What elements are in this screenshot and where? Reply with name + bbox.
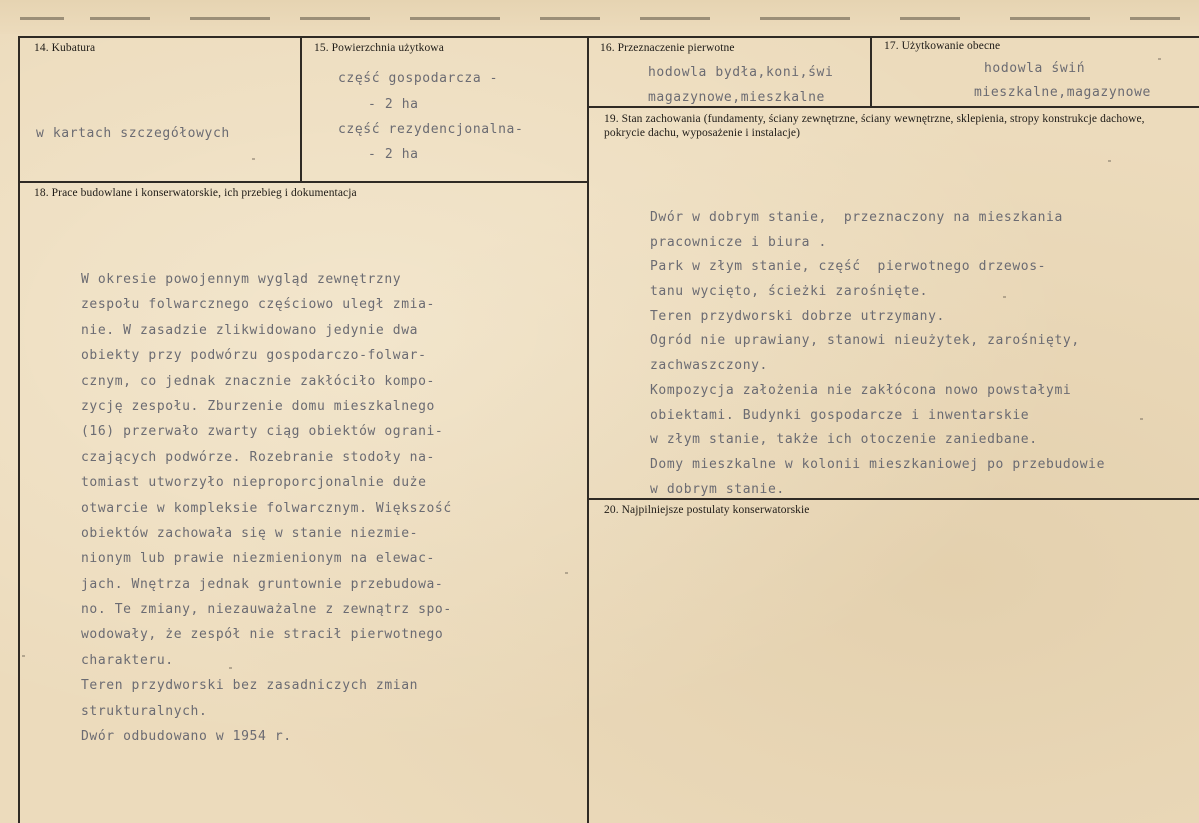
field-19-label: 19. Stan zachowania (fundamenty, ściany zewnętrzne, ściany wewnętrzne, sklepienia, stropy konstrukcje dachowe, pokrycie dachu, wyposażenie i instalacje): [604, 113, 1145, 139]
border-mark: [640, 17, 710, 20]
field-19-line: Park w złym stanie, część pierwotnego drzewos-: [650, 259, 1047, 275]
form-rule: [18, 181, 587, 183]
field-19-line: w dobrym stanie.: [650, 481, 785, 497]
form-rule: [587, 36, 589, 823]
border-mark: [1130, 17, 1180, 20]
border-mark: [760, 17, 850, 20]
field-18-line: Dwór odbudowano w 1954 r.: [81, 729, 292, 745]
field-18-line: zespołu folwarcznego częściowo uległ zmia-: [81, 297, 435, 313]
border-mark: [190, 17, 270, 20]
field-19-line: Teren przydworski dobrze utrzymany.: [650, 308, 945, 324]
field-19-line: Ogród nie uprawiany, stanowi nieużytek, zarośnięty,: [650, 333, 1080, 349]
field-18-line: obiektów zachowała się w stanie niezmie-: [81, 525, 419, 541]
field-18-line: no. Te zmiany, niezauważalne z zewnątrz spo-: [81, 602, 452, 618]
field-17-line: hodowla świń: [984, 61, 1086, 76]
field-19-text: [650, 206, 1105, 502]
paper-speck: [229, 667, 232, 669]
field-15-label: 15. Powierzchnia użytkowa: [314, 42, 444, 54]
field-17-label: 17. Użytkowanie obecne: [884, 40, 1001, 52]
field-16-line: magazynowe,mieszkalne: [648, 90, 825, 105]
paper-speck: [22, 655, 25, 657]
border-mark: [410, 17, 500, 20]
field-14-label: 14. Kubatura: [34, 42, 96, 54]
form-rule: [300, 36, 302, 182]
field-14-value: w kartach szczegółowych: [36, 126, 230, 141]
form-rule: [587, 106, 1199, 108]
border-mark: [1010, 17, 1090, 20]
field-18-line: obiekty przy podwórzu gospodarczo-folwar-: [81, 348, 427, 364]
field-18-line: (16) przerwało zwarty ciąg obiektów ograni-: [81, 424, 444, 440]
paper-speck: [1140, 418, 1143, 420]
field-19-line: Dwór w dobrym stanie, przeznaczony na mieszkania: [650, 210, 1063, 225]
field-15-line: część gospodarcza -: [338, 71, 499, 86]
field-18-line: strukturalnych.: [81, 703, 208, 719]
field-18-line: otwarcie w kompleksie folwarcznym. Większość: [81, 500, 452, 516]
field-19-line: pracownicze i biura .: [650, 234, 827, 250]
paper-speck: [565, 572, 568, 574]
field-18-line: wodowały, że zespół nie stracił pierwotnego: [81, 627, 444, 643]
field-15-line: - 2 ha: [368, 97, 419, 112]
form-rule: [18, 36, 20, 823]
field-18-line: W okresie powojennym wygląd zewnętrzny: [81, 272, 402, 287]
field-19-line: obiektami. Budynki gospodarcze i inwentarskie: [650, 407, 1030, 423]
field-18-line: jach. Wnętrza jednak gruntownie przebudowa-: [81, 576, 444, 592]
field-15-line: - 2 ha: [368, 147, 419, 162]
field-16-label: 16. Przeznaczenie pierwotne: [600, 42, 735, 54]
field-18-line: zycję zespołu. Zburzenie domu mieszkalnego: [81, 398, 435, 414]
field-17-line: mieszkalne,magazynowe: [974, 85, 1151, 100]
border-mark: [90, 17, 150, 20]
paper-speck: [1108, 160, 1111, 162]
field-20-label: 20. Najpilniejsze postulaty konserwatorskie: [604, 504, 810, 516]
field-19-line: w złym stanie, także ich otoczenie zaniedbane.: [650, 432, 1038, 448]
field-18-line: Teren przydworski bez zasadniczych zmian: [81, 678, 419, 694]
field-18-line: nie. W zasadzie zlikwidowano jedynie dwa: [81, 322, 419, 338]
field-18-line: tomiast utworzyło nieproporcjonalnie duże: [81, 475, 427, 491]
form-rule: [870, 36, 872, 106]
border-mark: [300, 17, 370, 20]
border-mark: [900, 17, 960, 20]
field-19-line: zachwaszczony.: [650, 358, 768, 374]
field-18-line: czających podwórze. Rozebranie stodoły na-: [81, 449, 435, 465]
paper-speck: [252, 158, 255, 160]
paper-speck: [1158, 58, 1161, 60]
field-18-line: charakteru.: [81, 652, 174, 668]
paper-speck: [1003, 296, 1006, 298]
field-16-line: hodowla bydła,koni,świ: [648, 65, 834, 80]
field-18-label: 18. Prace budowlane i konserwatorskie, ich przebieg i dokumentacja: [34, 187, 357, 199]
field-15-line: część rezydencjonalna-: [338, 122, 524, 137]
field-18-text: [81, 267, 452, 749]
border-mark: [540, 17, 600, 20]
border-mark: [20, 17, 64, 20]
field-18-line: cznym, co jednak znacznie zakłóciło kompo-: [81, 373, 435, 389]
field-19-line: Domy mieszkalne w kolonii mieszkaniowej po przebudowie: [650, 456, 1106, 472]
field-19-line: Kompozycja założenia nie zakłócona nowo powstałymi: [650, 382, 1072, 398]
field-18-line: nionym lub prawie niezmienionym na elewac-: [81, 551, 435, 567]
form-rule: [18, 36, 1199, 38]
field-19-line: tanu wycięto, ścieżki zarośnięte.: [650, 284, 929, 300]
